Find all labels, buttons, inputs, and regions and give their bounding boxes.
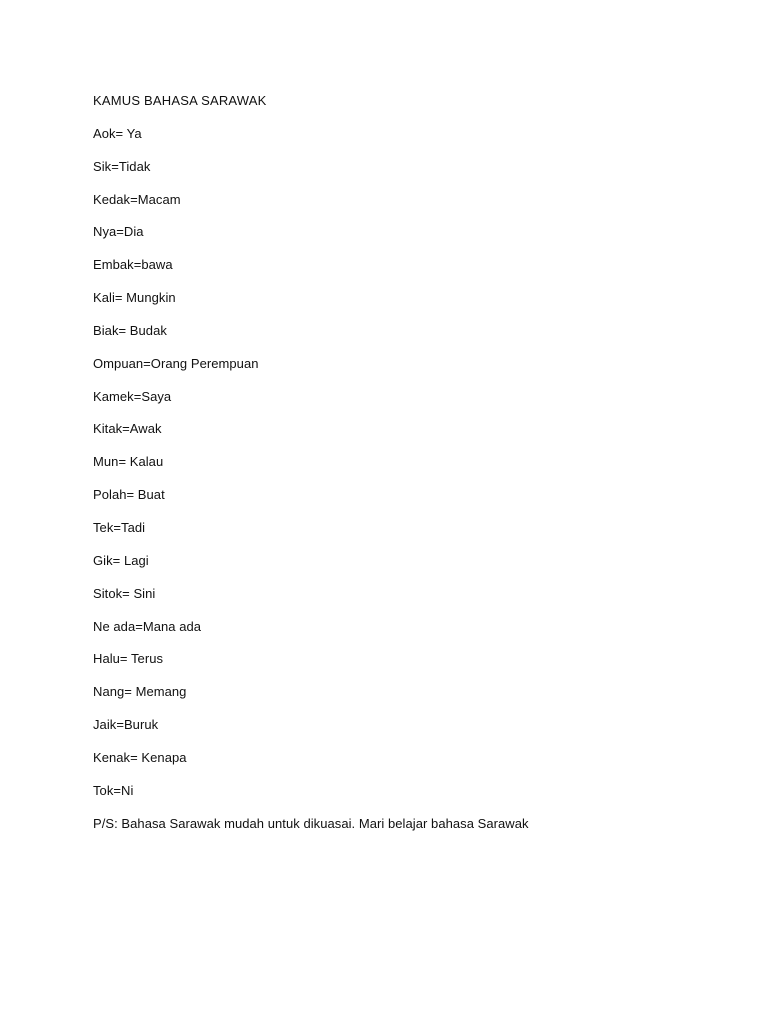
dictionary-entry: Sitok= Sini xyxy=(93,585,156,601)
document-body xyxy=(93,93,713,848)
dictionary-entry: Ompuan=Orang Perempuan xyxy=(93,355,259,371)
dictionary-entry: Kitak=Awak xyxy=(93,421,162,437)
dictionary-entry: Nang= Memang xyxy=(93,684,187,700)
dictionary-entry: Kali= Mungkin xyxy=(93,290,176,306)
dictionary-entry: Sik=Tidak xyxy=(93,158,151,174)
dictionary-entry: Tek=Tadi xyxy=(93,519,146,535)
dictionary-entry: Kamek=Saya xyxy=(93,388,172,404)
document-title: KAMUS BAHASA SARAWAK xyxy=(93,93,267,108)
dictionary-entry: Ne ada=Mana ada xyxy=(93,618,202,634)
dictionary-entry: Aok= Ya xyxy=(93,125,142,141)
dictionary-entry: Gik= Lagi xyxy=(93,552,149,568)
dictionary-entry: Tok=Ni xyxy=(93,782,134,798)
dictionary-entry: Nya=Dia xyxy=(93,224,144,240)
dictionary-entry: Halu= Terus xyxy=(93,651,164,667)
document-note: P/S: Bahasa Sarawak mudah untuk dikuasai. Mari belajar bahasa Sarawak xyxy=(93,815,529,831)
dictionary-entry: Mun= Kalau xyxy=(93,454,164,470)
dictionary-entry: Embak=bawa xyxy=(93,257,173,273)
dictionary-entry: Polah= Buat xyxy=(93,487,165,503)
dictionary-entry: Biak= Budak xyxy=(93,322,167,338)
dictionary-entry: Kedak=Macam xyxy=(93,191,181,207)
dictionary-entry: Jaik=Buruk xyxy=(93,717,159,733)
dictionary-entry: Kenak= Kenapa xyxy=(93,749,187,765)
